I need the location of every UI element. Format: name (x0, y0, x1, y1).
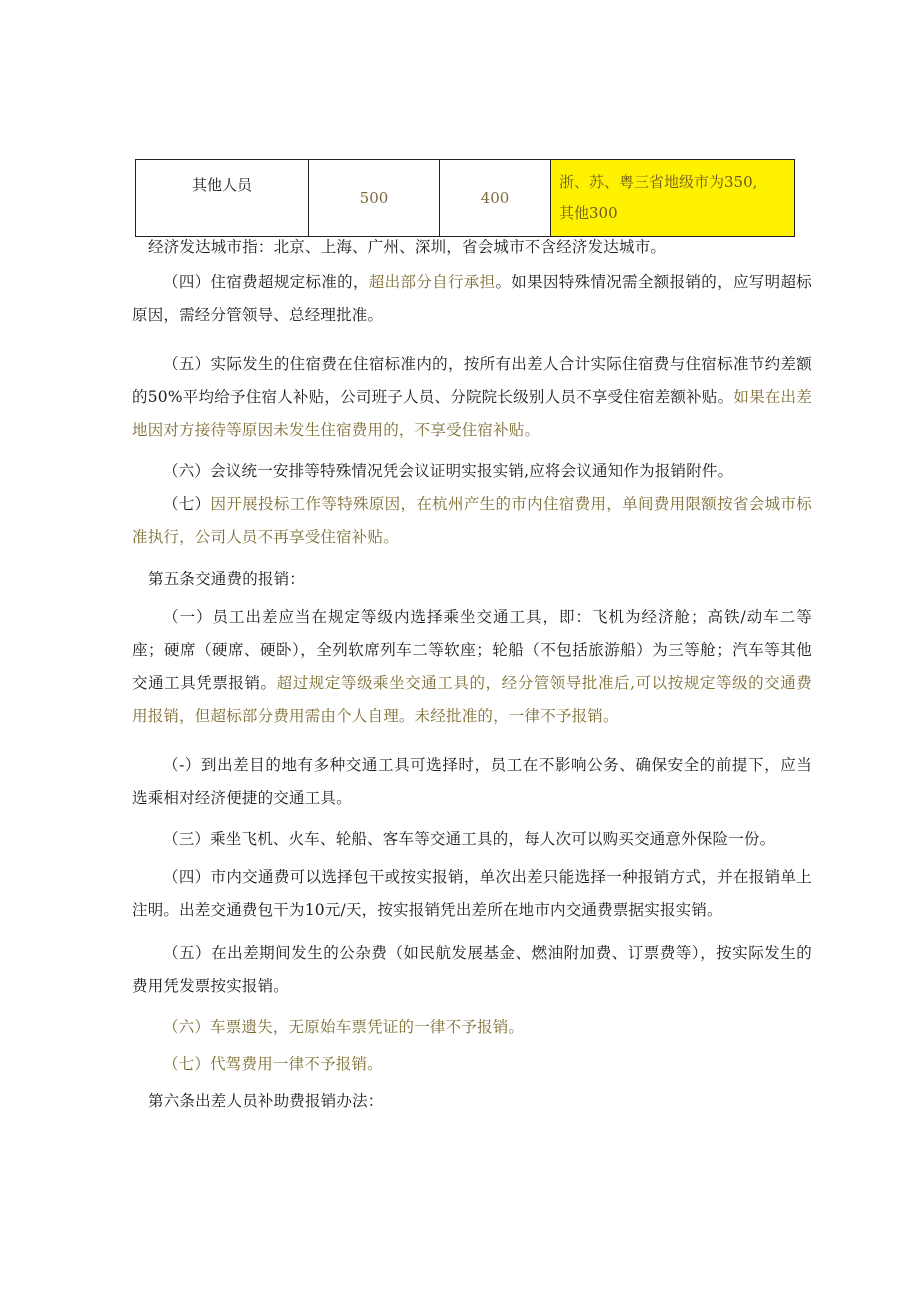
lodging-paragraph-7 (132, 488, 812, 554)
text-run: （一）员工出差应当在规定等级内选择乘坐交通工具，即：飞机为经济舱；高铁/动车二等座；硬席（硬席、硬卧），全列软席列车二等软座；轮船（不包括旅游船）为三等舱；汽车等其他交通工具凭票报销。 (132, 608, 812, 692)
highlighted-text-run: 超出部分自行承担 (368, 273, 496, 291)
table-cell-value-2: 400 (440, 160, 551, 237)
highlighted-text-run: 如果在出差地因对方接待等原因未发生住宿费用的，不享受住宿补贴。 (132, 388, 812, 439)
article-6-heading: 第六条出差人员补助费报销办法： (148, 1092, 384, 1110)
table-cell-category: 其他人员 (136, 160, 309, 237)
text-run: （七） (163, 495, 211, 513)
transport-paragraph-4: （四）市内交通费可以选择包干或按实报销，单次出差只能选择一种报销方式，并在报销单上注明。出差交通费包干为10元/天，按实报销凭出差所在地市内交通费票据实报实销。 (132, 868, 812, 919)
transport-paragraph-6: （六）车票遗失，无原始车票凭证的一律不予报销。 (163, 1018, 525, 1036)
developed-cities-note: 经济发达城市指：北京、上海、广州、深圳，省会城市不含经济发达城市。 (148, 238, 667, 256)
transport-paragraph-2: （-）到出差目的地有多种交通工具可选择时，员工在不影响公务、确保安全的前提下，应当选乘相对经济便捷的交通工具。 (132, 756, 812, 807)
transport-paragraph-7: （七）代驾费用一律不予报销。 (163, 1055, 383, 1073)
table-cell-value-1: 500 (309, 160, 440, 237)
transport-paragraph-1 (132, 601, 812, 733)
note-line-1: 浙、苏、粤三省地级市为350, (559, 173, 758, 191)
lodging-paragraph-5 (132, 348, 812, 447)
transport-paragraph-3: （三）乘坐飞机、火车、轮船、客车等交通工具的，每人次可以购买交通意外保险一份。 (163, 830, 776, 848)
lodging-paragraph-6: （六）会议统一安排等特殊情况凭会议证明实报实销,应将会议通知作为报销附件。 (163, 462, 734, 480)
text-run: 。如果因特殊情况需全额报销的，应写明超标原因，需经分管领导、总经理批准。 (132, 273, 812, 324)
transport-paragraph-5: （五）在出差期间发生的公杂费（如民航发展基金、燃油附加费、订票费等），按实际发生的费用凭发票按实报销。 (132, 944, 812, 995)
note-line-2: 其他300 (559, 204, 618, 222)
table-cell-note-highlighted (551, 160, 795, 237)
highlighted-text-run: 超过规定等级乘坐交通工具的，经分管领导批准后,可以按规定等级的交通费用报销，但超标部分费用需由个人自理。未经批准的，一律不予报销。 (132, 674, 812, 725)
lodging-paragraph-4 (132, 266, 812, 332)
article-5-heading: 第五条交通费的报销： (148, 570, 306, 588)
text-run: （五）实际发生的住宿费在住宿标准内的，按所有出差人合计实际住宿费与住宿标准节约差额的50%平均给予住宿人补贴，公司班子人员、分院院长级别人员不享受住宿差额补贴。 (132, 355, 812, 406)
table-row (136, 160, 795, 237)
text-run: （四）住宿费超规定标准的， (163, 273, 369, 291)
highlighted-text-run: 因开展投标工作等特殊原因，在杭州产生的市内住宿费用，单间费用限额按省会城市标准执行，公司人员不再享受住宿补贴。 (132, 495, 812, 546)
lodging-standard-table (135, 159, 795, 237)
